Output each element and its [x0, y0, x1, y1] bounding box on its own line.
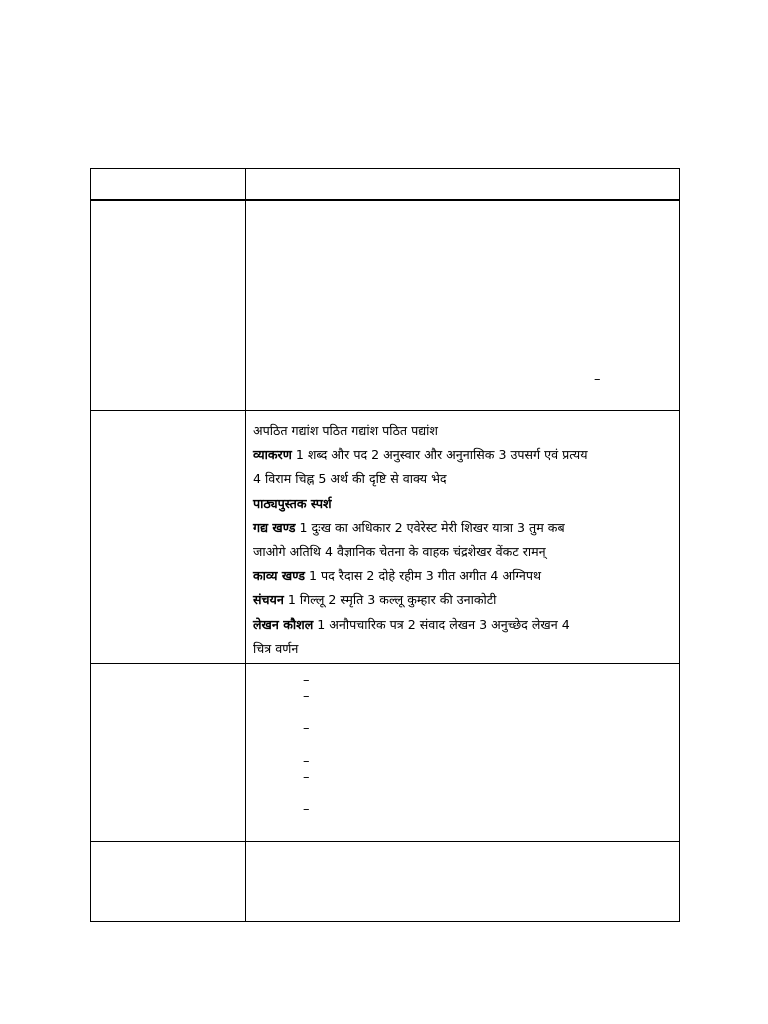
poetry-text: 1 पद रैदास 2 दोहे रहीम 3 गीत अगीत 4 अग्निपथ	[304, 568, 542, 584]
dash-mark: –	[303, 721, 310, 736]
grammar-label: व्याकरण	[253, 447, 292, 463]
dash-mark: –	[303, 754, 310, 769]
grammar-line	[253, 443, 671, 467]
syllabus-content	[246, 411, 679, 661]
table-row	[91, 411, 680, 664]
header-cell-1	[91, 169, 246, 201]
dash-mark: –	[303, 689, 310, 704]
poetry-label: काव्य खण्ड	[253, 568, 305, 584]
table-header-row	[91, 169, 680, 201]
dash-mark: –	[303, 770, 310, 785]
sanchayan-text: 1 गिल्लू 2 स्मृति 3 कल्लू कुम्हार की उनाकोटी	[283, 592, 497, 608]
syllabus-table	[90, 168, 680, 922]
grammar-continued-line: 4 विराम चिह्न 5 अर्थ की दृष्टि से वाक्य भेद	[253, 471, 447, 487]
prose-line	[253, 516, 671, 540]
table-cell	[91, 411, 246, 664]
writing-line	[253, 613, 671, 637]
table-cell	[91, 842, 246, 922]
textbook-label: पाठ्यपुस्तक स्पर्श	[253, 495, 332, 511]
dash-mark: –	[303, 673, 310, 688]
table-row	[91, 664, 680, 842]
grammar-text: 1 शब्द और पद 2 अनुस्वार और अनुनासिक 3 उपसर्ग एवं प्रत्यय	[291, 447, 588, 463]
writing-continued-line: चित्र वर्णन	[253, 640, 299, 656]
table-row	[91, 200, 680, 411]
table-cell	[91, 200, 246, 411]
table-cell	[246, 842, 680, 922]
table-row	[91, 842, 680, 922]
writing-label: लेखन कौशल	[253, 616, 314, 632]
poetry-line	[253, 564, 671, 588]
sanchayan-label: संचयन	[253, 592, 284, 608]
dash-mark: –	[594, 372, 601, 387]
dash-mark: –	[303, 802, 310, 817]
prose-label: गद्य खण्ड	[253, 519, 296, 535]
header-cell-2	[246, 169, 680, 201]
prose-continued-line: जाओगे अतिथि 4 वैज्ञानिक चेतना के वाहक चंद्रशेखर वेंकट रामन्	[253, 544, 546, 560]
writing-text: 1 अनौपचारिक पत्र 2 संवाद लेखन 3 अनुच्छेद लेखन 4	[313, 616, 570, 632]
unseen-passages-line: अपठित गद्यांश पठित गद्यांश पठित पद्यांश	[253, 423, 438, 438]
prose-text: 1 दुःख का अधिकार 2 एवेरेस्ट मेरी शिखर यात्रा 3 तुम कब	[295, 519, 565, 535]
sanchayan-line	[253, 588, 671, 612]
table-cell	[246, 664, 680, 842]
table-cell	[246, 200, 680, 411]
syllabus-cell	[246, 411, 680, 664]
table-cell	[91, 664, 246, 842]
